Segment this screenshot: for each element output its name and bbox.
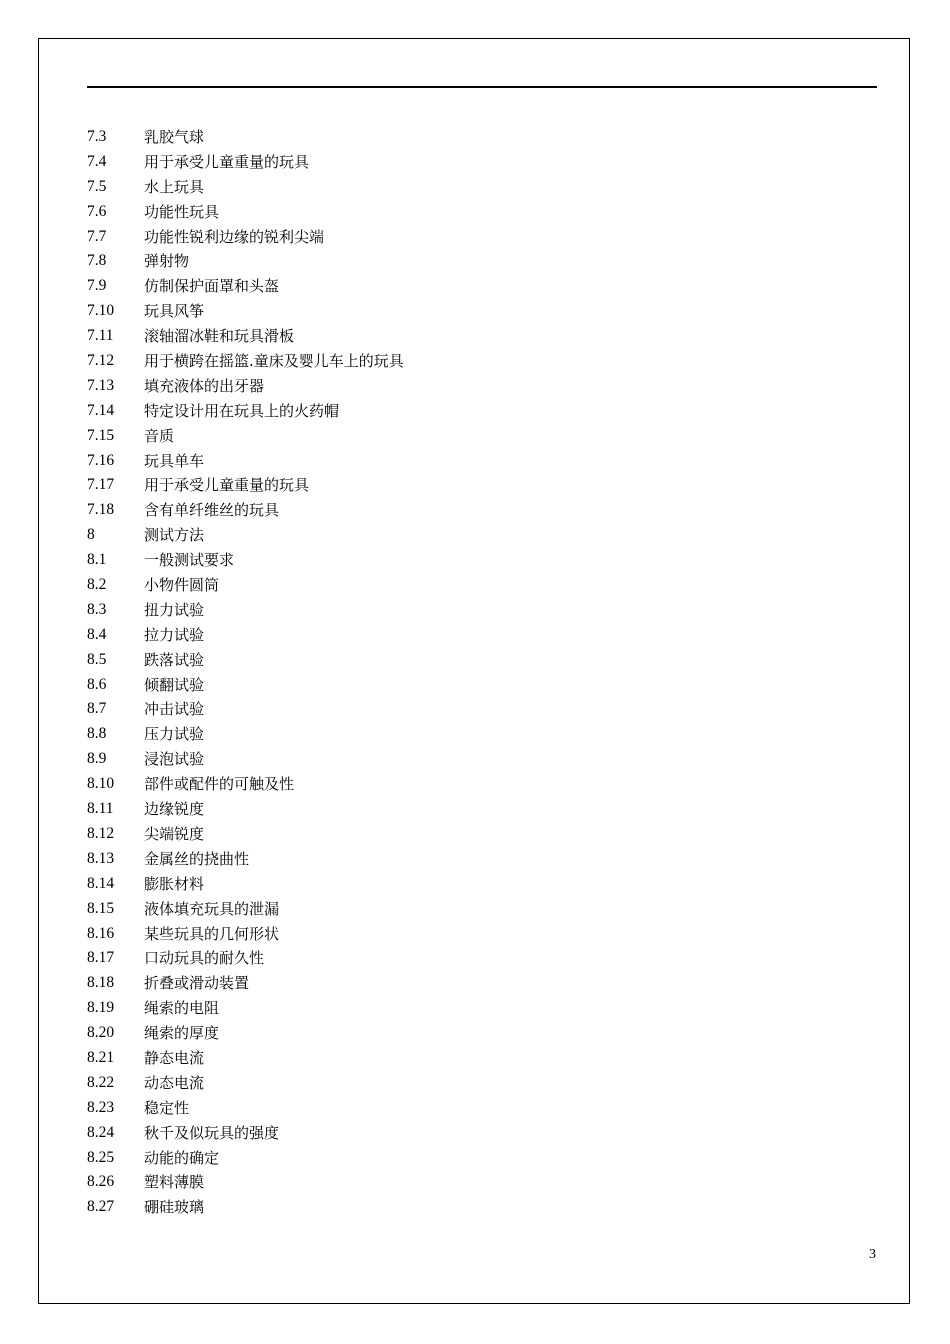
toc-entry: [87, 847, 867, 872]
toc-entry-number: 8.11: [87, 800, 114, 818]
toc-entry-title: 玩具单车: [144, 451, 205, 470]
toc-entry: [87, 673, 867, 698]
document-page: [38, 38, 910, 1304]
toc-entry-title: 硼硅玻璃: [144, 1198, 205, 1217]
toc-entry: [87, 1071, 867, 1096]
toc-entry-number: 8.9: [87, 750, 107, 768]
toc-entry: [87, 1121, 867, 1146]
toc-entry: [87, 822, 867, 847]
toc-entry-number: 8.18: [87, 974, 115, 992]
toc-entry: [87, 150, 867, 175]
toc-entry: [87, 722, 867, 747]
toc-entry-number: 7.17: [87, 476, 115, 494]
toc-entry: [87, 299, 867, 324]
toc-entry-title: 功能性玩具: [144, 202, 220, 221]
toc-entry: [87, 125, 867, 150]
toc-entry: [87, 1146, 867, 1171]
toc-entry-number: 7.4: [87, 152, 107, 170]
toc-entry: [87, 697, 867, 722]
toc-entry-title: 倾翻试验: [144, 675, 205, 694]
toc-entry-number: 8.16: [87, 924, 115, 942]
toc-entry-title: 水上玩具: [144, 177, 205, 196]
toc-entry-number: 8.10: [87, 775, 115, 793]
toc-entry-number: 8.7: [87, 700, 107, 718]
toc-entry: [87, 1170, 867, 1195]
toc-entry: [87, 598, 867, 623]
toc-entry-title: 膨胀材料: [144, 874, 205, 893]
toc-entry-number: 7.10: [87, 302, 115, 320]
toc-entry-title: 动态电流: [144, 1073, 205, 1092]
toc-entry-number: 8.19: [87, 999, 115, 1017]
toc-entry-number: 8.8: [87, 725, 107, 743]
toc-entry-number: 8.5: [87, 650, 107, 668]
toc-entry-number: 8: [87, 526, 95, 544]
toc-entry-title: 测试方法: [144, 526, 205, 545]
toc-entry: [87, 648, 867, 673]
toc-entry: [87, 872, 867, 897]
toc-entry-number: 8.23: [87, 1098, 115, 1116]
toc-entry-title: 用于承受儿童重量的玩具: [144, 476, 310, 495]
toc-entry-number: 8.21: [87, 1048, 115, 1066]
toc-entry-number: 8.25: [87, 1148, 115, 1166]
toc-entry-number: 7.5: [87, 177, 107, 195]
toc-entry-number: 8.12: [87, 824, 115, 842]
toc-entry: [87, 922, 867, 947]
toc-entry: [87, 548, 867, 573]
toc-entry-title: 拉力试验: [144, 625, 205, 644]
toc-entry-title: 压力试验: [144, 725, 205, 744]
toc-entry-title: 部件或配件的可触及性: [144, 775, 295, 794]
toc-entry-title: 填充液体的出牙器: [144, 376, 265, 395]
toc-entry-number: 8.4: [87, 625, 107, 643]
toc-entry: [87, 374, 867, 399]
toc-entry: [87, 175, 867, 200]
toc-entry-title: 口动玩具的耐久性: [144, 949, 265, 968]
toc-entry-title: 液体填充玩具的泄漏: [144, 899, 280, 918]
toc-entry-title: 绳索的厚度: [144, 1024, 220, 1043]
toc-entry-number: 8.26: [87, 1173, 115, 1191]
toc-entry-number: 8.6: [87, 675, 107, 693]
toc-entry: [87, 971, 867, 996]
page-number: 3: [869, 1247, 876, 1262]
toc-entry-number: 7.15: [87, 426, 115, 444]
toc-entry-title: 扭力试验: [144, 600, 205, 619]
toc-entry-title: 一般测试要求: [144, 551, 235, 570]
toc-entry: [87, 274, 867, 299]
toc-entry-title: 弹射物: [144, 252, 190, 271]
toc-entry: [87, 623, 867, 648]
toc-entry: [87, 797, 867, 822]
toc-entry-title: 静态电流: [144, 1048, 205, 1067]
toc-entry-number: 7.3: [87, 128, 107, 145]
toc-entry-number: 7.9: [87, 277, 107, 295]
toc-entry-number: 7.11: [87, 327, 114, 345]
toc-entry-title: 尖端锐度: [144, 824, 205, 843]
toc-entry: [87, 498, 867, 523]
toc-entry-title: 动能的确定: [144, 1148, 220, 1167]
table-of-contents: [87, 125, 867, 1220]
toc-entry-number: 8.17: [87, 949, 115, 967]
toc-entry-number: 8.22: [87, 1073, 115, 1091]
toc-entry-title: 跌落试验: [144, 650, 205, 669]
toc-entry: [87, 225, 867, 250]
toc-entry-title: 边缘锐度: [144, 800, 205, 819]
toc-entry: [87, 399, 867, 424]
toc-entry-number: 8.14: [87, 874, 115, 892]
toc-entry-number: 7.8: [87, 252, 107, 270]
toc-entry: [87, 1046, 867, 1071]
toc-entry: [87, 349, 867, 374]
toc-entry-title: 折叠或滑动装置: [144, 974, 250, 993]
toc-entry-title: 仿制保护面罩和头盔: [144, 277, 280, 296]
toc-entry-title: 用于承受儿童重量的玩具: [144, 152, 310, 171]
toc-entry: [87, 523, 867, 548]
toc-entry-title: 浸泡试验: [144, 750, 205, 769]
toc-entry-number: 8.13: [87, 849, 115, 867]
toc-entry-number: 7.18: [87, 501, 115, 519]
toc-entry: [87, 200, 867, 225]
toc-entry-number: 8.2: [87, 576, 107, 594]
toc-entry: [87, 1195, 867, 1220]
toc-entry-number: 8.3: [87, 600, 107, 618]
toc-entry: [87, 946, 867, 971]
toc-entry-number: 7.7: [87, 227, 107, 245]
toc-entry: [87, 573, 867, 598]
toc-entry-title: 用于横跨在摇篮.童床及婴儿车上的玩具: [144, 352, 404, 371]
toc-entry-number: 7.14: [87, 401, 115, 419]
toc-entry-number: 7.16: [87, 451, 115, 469]
toc-entry-number: 7.13: [87, 376, 115, 394]
toc-entry-number: 8.1: [87, 551, 107, 569]
toc-entry-title: 功能性锐利边缘的锐利尖端: [144, 227, 325, 246]
toc-entry-title: 含有单纤维丝的玩具: [144, 501, 280, 520]
toc-entry-title: 绳索的电阻: [144, 999, 220, 1018]
toc-entry: [87, 424, 867, 449]
toc-entry-title: 塑料薄膜: [144, 1173, 205, 1192]
toc-entry-number: 8.20: [87, 1024, 115, 1042]
toc-entry-number: 7.6: [87, 202, 107, 220]
toc-entry-title: 特定设计用在玩具上的火药帽: [144, 401, 340, 420]
toc-entry: [87, 473, 867, 498]
toc-entry: [87, 1096, 867, 1121]
toc-entry: [87, 996, 867, 1021]
toc-entry-title: 乳胶气球: [144, 128, 205, 146]
toc-entry: [87, 772, 867, 797]
toc-entry: [87, 449, 867, 474]
toc-entry-title: 金属丝的挠曲性: [144, 849, 250, 868]
toc-entry: [87, 747, 867, 772]
toc-entry: [87, 897, 867, 922]
toc-entry-title: 音质: [144, 426, 175, 445]
toc-entry: [87, 249, 867, 274]
toc-entry-title: 小物件圆筒: [144, 576, 220, 595]
toc-entry-title: 玩具风筝: [144, 302, 205, 321]
toc-entry-number: 8.24: [87, 1123, 115, 1141]
toc-entry-title: 某些玩具的几何形状: [144, 924, 280, 943]
toc-entry-title: 滚轴溜冰鞋和玩具滑板: [144, 327, 295, 346]
toc-entry-title: 冲击试验: [144, 700, 205, 719]
toc-entry-title: 稳定性: [144, 1098, 190, 1117]
toc-entry-number: 8.27: [87, 1198, 115, 1216]
toc-entry-title: 秋千及似玩具的强度: [144, 1123, 280, 1142]
toc-entry-number: 7.12: [87, 352, 115, 370]
toc-entry: [87, 1021, 867, 1046]
toc-entry: [87, 324, 867, 349]
header-rule: [87, 86, 877, 88]
toc-entry-number: 8.15: [87, 899, 115, 917]
